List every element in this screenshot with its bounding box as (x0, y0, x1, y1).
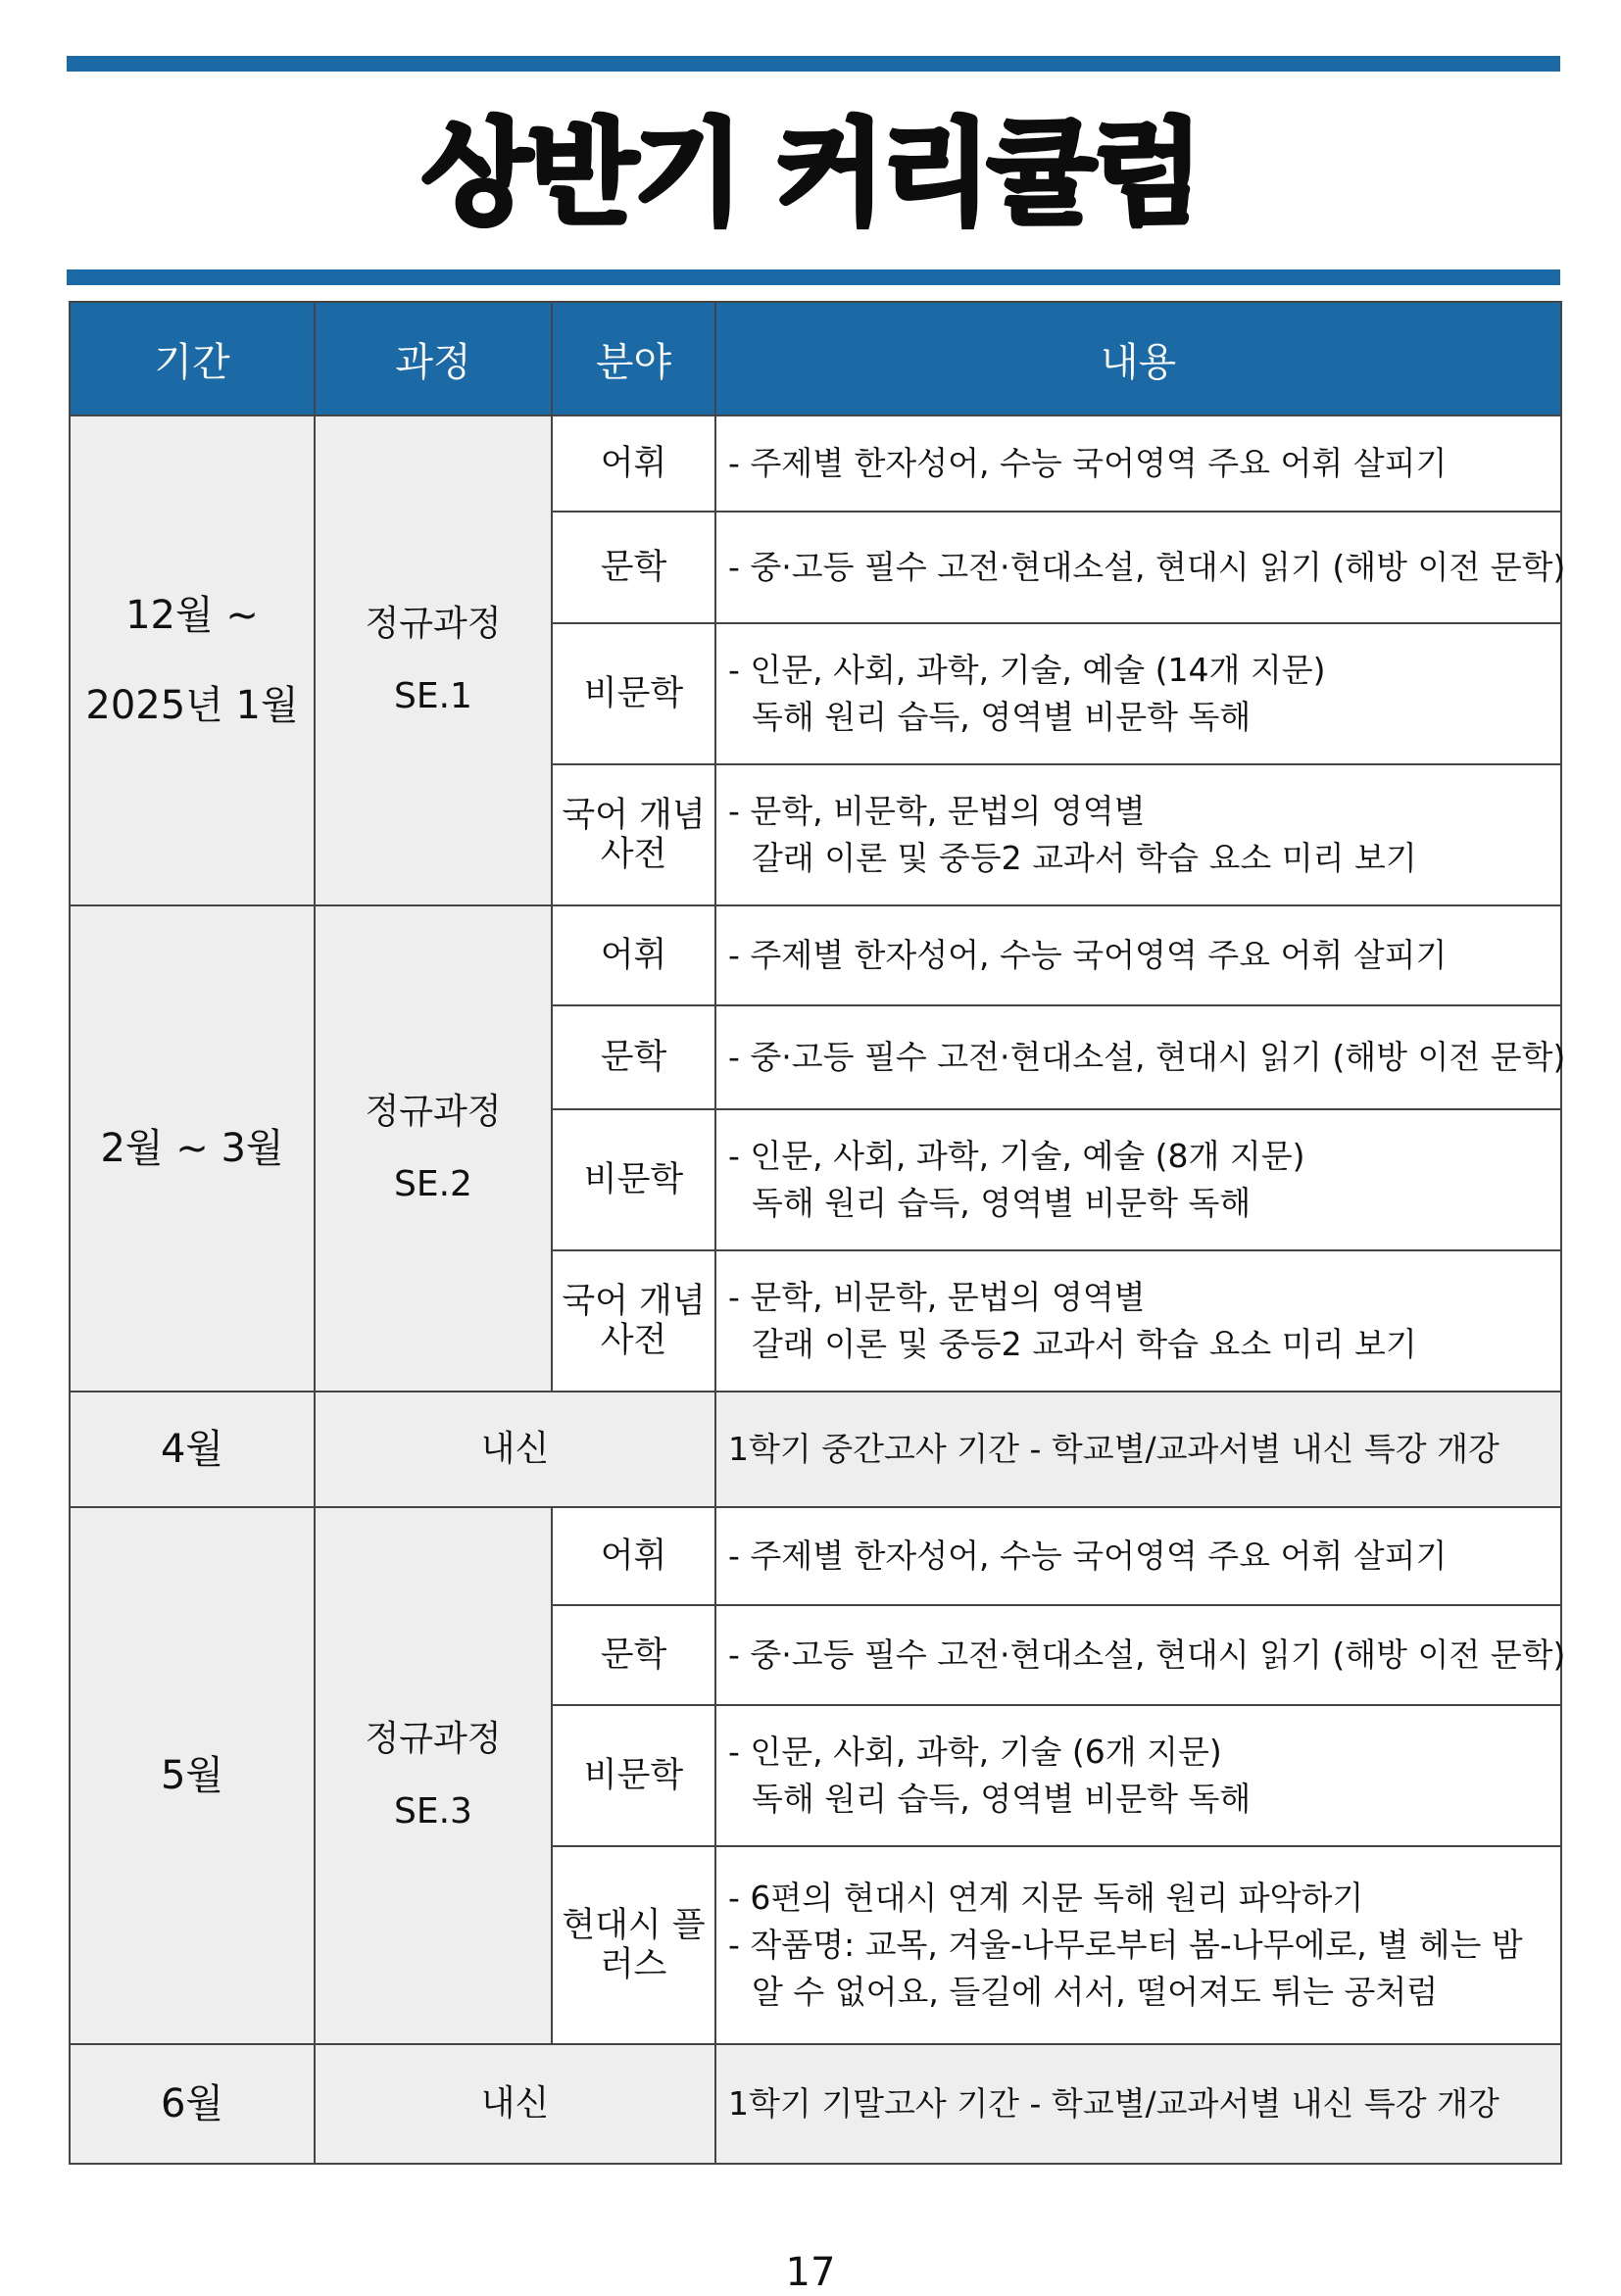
header-content: 내용 (715, 302, 1561, 415)
content-line: 갈래 이론 및 중등2 교과서 학습 요소 미리 보기 (752, 1325, 1417, 1363)
field-cell: 문학 (552, 512, 715, 623)
course-code: SE.2 (394, 1164, 472, 1204)
field-cell: 비문학 (552, 1705, 715, 1846)
content-line: - 인문, 사회, 과학, 기술, 예술 (8개 지문) (728, 1137, 1305, 1175)
content-line: - 6편의 현대시 연계 지문 독해 원리 파악하기 (728, 1879, 1364, 1917)
content-cell (715, 1392, 1561, 1507)
field-cell: 비문학 (552, 623, 715, 764)
content-cell (715, 1846, 1561, 2044)
period-cell: 6월 (70, 2044, 315, 2164)
period-line: 2월 ~ 3월 (100, 1126, 284, 1171)
content-line: - 작품명: 교목, 겨울-나무로부터 봄-나무에로, 별 헤는 밤 (728, 1926, 1523, 1964)
field-cell: 현대시 플러스 (552, 1846, 715, 2044)
period-line: 12월 ~ (125, 593, 259, 638)
course-cell: 내신 (315, 1392, 715, 1507)
header-course: 과정 (315, 302, 552, 415)
content-cell (715, 1109, 1561, 1250)
table-header-row (70, 302, 1561, 415)
content-line: 갈래 이론 및 중등2 교과서 학습 요소 미리 보기 (752, 839, 1417, 877)
content-line: - 주제별 한자성어, 수능 국어영역 주요 어휘 살피기 (728, 444, 1448, 482)
title-underline-rule (67, 269, 1560, 285)
content-cell (715, 1250, 1561, 1392)
table-row (70, 1507, 1561, 1605)
period-cell (70, 1507, 315, 2044)
content-cell (715, 905, 1561, 1005)
course-name: 정규과정 (365, 1719, 502, 1759)
content-line: 독해 원리 습득, 영역별 비문학 독해 (752, 1780, 1252, 1818)
header-period: 기간 (70, 302, 315, 415)
field-cell: 국어 개념 사전 (552, 1250, 715, 1392)
content-line: - 중·고등 필수 고전·현대소설, 현대시 읽기 (해방 이전 문학) (728, 1636, 1566, 1674)
course-cell (315, 1507, 552, 2044)
content-line: - 중·고등 필수 고전·현대소설, 현대시 읽기 (해방 이전 문학) (728, 548, 1566, 586)
content-cell (715, 1507, 1561, 1605)
table-row (70, 1392, 1561, 1507)
table-row (70, 905, 1561, 1005)
content-line: 1학기 기말고사 기간 - 학교별/교과서별 내신 특강 개강 (728, 2084, 1499, 2123)
header-field: 분야 (552, 302, 715, 415)
course-cell: 내신 (315, 2044, 715, 2164)
field-cell: 어휘 (552, 415, 715, 512)
top-rule (67, 56, 1560, 72)
field-cell: 비문학 (552, 1109, 715, 1250)
content-cell (715, 1605, 1566, 1705)
content-cell (715, 764, 1561, 905)
content-line: 알 수 없어요, 들길에 서서, 떨어져도 튀는 공처럼 (752, 1973, 1439, 2011)
period-line: 5월 (160, 1753, 224, 1798)
content-line: - 인문, 사회, 과학, 기술, 예술 (14개 지문) (728, 651, 1326, 689)
course-name: 정규과정 (365, 604, 502, 644)
content-line: 1학기 중간고사 기간 - 학교별/교과서별 내신 특강 개강 (728, 1430, 1499, 1468)
content-cell (715, 1005, 1566, 1109)
content-line: - 주제별 한자성어, 수능 국어영역 주요 어휘 살피기 (728, 936, 1448, 974)
content-cell (715, 415, 1561, 512)
content-cell (715, 512, 1566, 623)
content-line: - 문학, 비문학, 문법의 영역별 (728, 1278, 1146, 1316)
field-cell: 문학 (552, 1005, 715, 1109)
course-name: 정규과정 (365, 1092, 502, 1132)
field-cell: 문학 (552, 1605, 715, 1705)
content-line: - 인문, 사회, 과학, 기술 (6개 지문) (728, 1733, 1222, 1771)
course-cell (315, 905, 552, 1392)
content-cell (715, 1705, 1561, 1846)
field-cell: 어휘 (552, 905, 715, 1005)
period-cell (70, 415, 315, 905)
page-title: 상반기 커리큘럼 (421, 108, 1200, 240)
period-cell (70, 905, 315, 1392)
curriculum-table (69, 301, 1566, 2165)
course-code: SE.3 (394, 1791, 472, 1832)
content-line: - 중·고등 필수 고전·현대소설, 현대시 읽기 (해방 이전 문학) (728, 1038, 1566, 1076)
field-cell: 어휘 (552, 1507, 715, 1605)
content-line: 독해 원리 습득, 영역별 비문학 독해 (752, 698, 1252, 736)
content-line: 독해 원리 습득, 영역별 비문학 독해 (752, 1184, 1252, 1222)
page-number: 17 (785, 2250, 836, 2295)
table-row (70, 2044, 1561, 2164)
content-cell (715, 623, 1561, 764)
course-code: SE.1 (394, 676, 472, 716)
period-line: 2025년 1월 (85, 683, 299, 728)
period-cell: 4월 (70, 1392, 315, 1507)
content-line: - 주제별 한자성어, 수능 국어영역 주요 어휘 살피기 (728, 1537, 1448, 1575)
content-line: - 문학, 비문학, 문법의 영역별 (728, 792, 1146, 830)
field-cell: 국어 개념 사전 (552, 764, 715, 905)
table-row (70, 415, 1561, 512)
course-cell (315, 415, 552, 905)
content-cell (715, 2044, 1561, 2164)
